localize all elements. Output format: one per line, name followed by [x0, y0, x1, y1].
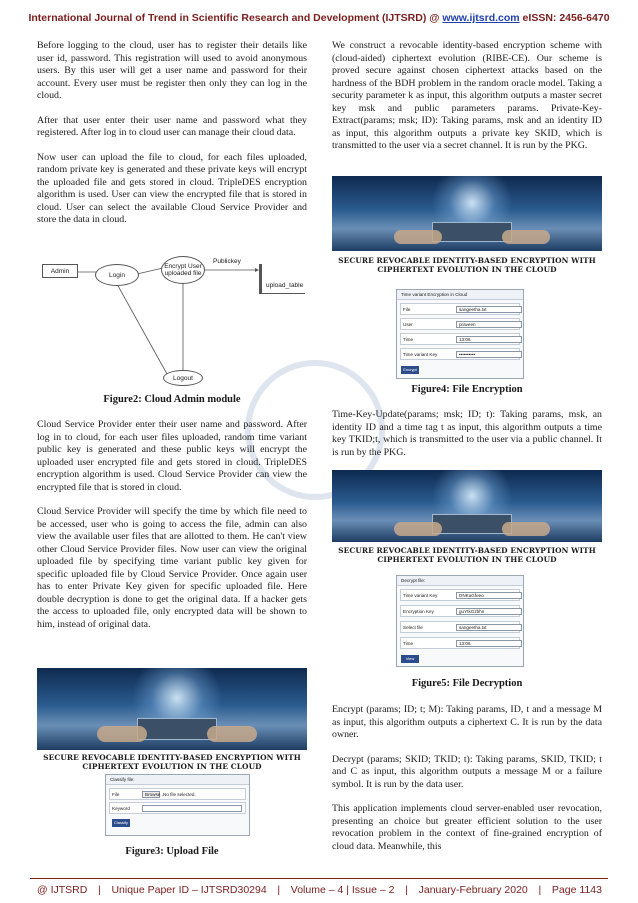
flow-logout: Logout — [163, 370, 203, 386]
hand-shape — [97, 726, 147, 742]
form-title: Time variant Encryption in Cloud — [397, 290, 523, 300]
paragraph: Cloud Service Provider will specify the time by which file need to be accessed, user who is going to access the file, admin can also view the available user files that are allotted to them. He can't view other Cloud Service Provider files. Now user can view the original uploaded file by specifying time variant public key given for specific uploaded file by Cloud Service Provider. Once again user has to enter Private Key given for specific uploaded file. Here double decryption is done to get the original data. If a hacker gets the access to uploaded file, only encrypted data will be shown to him, instead of original data. — [37, 506, 307, 630]
paragraph: Decrypt (params; SKID; TKID; t): Taking params, SKID, TKID; t and C as input, this algorithm outputs a message M or a failure symbol. It is run by the data user. — [332, 753, 602, 790]
left-column — [37, 40, 307, 239]
journal-header — [0, 12, 638, 24]
footer-date: January-February 2020 — [418, 884, 528, 896]
footer-paper-id: Unique Paper ID – IJTSRD30294 — [111, 884, 267, 896]
file-select[interactable]: sangeetha.txt — [456, 624, 522, 631]
footer-separator: | — [277, 884, 281, 896]
paragraph: After that user enter their user name and password what they registered. After log in to cloud user can manage their cloud data. — [37, 114, 307, 138]
figure4-banner-image — [332, 176, 602, 251]
footer-separator: | — [538, 884, 542, 896]
no-file-text: No file selected. — [163, 792, 196, 797]
paragraph: Time-Key-Update(params; msk; ID; t): Taking params, msk, an identity ID and a time tag t as input, this algorithm outputs a time key TKID;t, which is transmitted to the user via a public channel. It is run by the PKG. — [332, 409, 602, 458]
paragraph: Before logging to the cloud, user has to register their details like user id, password. This registration will used to avoid anonymous users. By this user will get a user name and password for their account. Every user must be register then only they can log in the cloud. — [37, 40, 307, 101]
view-button[interactable]: View — [401, 655, 419, 663]
file-decryption-form — [396, 575, 524, 667]
select-row — [400, 621, 520, 633]
flow-upload-table: upload_table — [259, 264, 305, 294]
time-input[interactable]: 13:06 — [456, 640, 522, 647]
keyword-input[interactable] — [142, 805, 242, 812]
footer-rule — [30, 878, 608, 879]
figure2-caption: Figure2: Cloud Admin module — [103, 394, 241, 405]
enc-input[interactable]: guYtkGzbhn — [456, 608, 522, 615]
header-text: International Journal of Trend in Scientific Research and Development (IJTSRD) @ — [28, 12, 443, 24]
time-label: Time — [403, 337, 414, 342]
user-label: User — [403, 322, 413, 327]
right-column-lower — [332, 704, 602, 865]
file-encryption-form — [396, 289, 524, 379]
tvk-input[interactable]: DNKaGfeeo — [456, 592, 522, 599]
hand-shape — [394, 230, 442, 244]
header-issn: eISSN: 2456-6470 — [519, 12, 610, 24]
figure3-banner-image — [37, 668, 307, 750]
right-column-mid — [332, 409, 602, 471]
page-footer — [37, 884, 602, 896]
figure4-banner-title: SECURE REVOCABLE IDENTITY-BASED ENCRYPTION WITH CIPHERTEXT EVOLUTION IN THE CLOUD — [338, 256, 596, 274]
file-select[interactable]: sangeetha.txt — [456, 306, 522, 313]
footer-page: Page 1143 — [551, 884, 602, 896]
encrypt-button[interactable]: Encrypt — [401, 366, 419, 374]
hand-shape — [502, 522, 550, 536]
key-row — [400, 348, 520, 360]
file-row — [109, 788, 246, 800]
keyword-row — [109, 802, 246, 814]
enc-label: Encryption Key — [403, 609, 434, 614]
figure3-caption: Figure3: Upload File — [125, 846, 219, 857]
paragraph: Cloud Service Provider enter their user name and password. After log in to cloud, for each user files uploaded, random time variant public key is generated and these public keys will encrypt the uploaded user encrypted file and gets stored in cloud. TripleDES encryption algorithm is used. Cloud Service Provider can view the encrypted file that is stored in cloud. — [37, 419, 307, 493]
tvk-label: Time variant Key — [403, 593, 438, 598]
form-title: Decrypt file: — [397, 576, 523, 586]
flow-admin: Admin — [42, 264, 78, 278]
user-select[interactable]: praveen — [456, 321, 522, 328]
tablet-shape — [432, 514, 512, 534]
left-column-lower — [37, 419, 307, 643]
time-label: Time — [403, 641, 414, 646]
classify-button[interactable]: Classify — [113, 820, 128, 825]
time-input[interactable]: 13:06 — [456, 336, 522, 343]
keyword-label: Keyword — [112, 806, 130, 811]
hand-shape — [207, 726, 257, 742]
tablet-shape — [432, 222, 512, 242]
upload-file-form — [105, 774, 250, 836]
paragraph: We construct a revocable identity-based encryption scheme with (cloud-aided) ciphertext evolution (RIBE-CE). Our scheme is proved secure against chosen ciphertext attacks based on the hardness of the BDH problem in the random oracle model. Taking a security parameter k as input, this algorithm outputs a master secret key msk and public parameters params. Private-Key-Extract(params; msk; ID): Taking params, msk and an identity ID as input, this algorithm outputs a private key SKID, which is transmitted to the user via a secret channel. It is run by the PKG. — [332, 40, 602, 151]
hand-shape — [394, 522, 442, 536]
cloud-admin-flow-diagram — [37, 252, 307, 392]
paragraph: Encrypt (params; ID; t; M): Taking params, ID, t and a message M as input, this algorithm outputs a ciphertext C. It is run by the data owner. — [332, 704, 602, 740]
footer-separator: | — [98, 884, 101, 896]
paragraph: Now user can upload the file to cloud, for each files uploaded, random private key is generated and these private keys will encrypt the uploaded file and gets stored in cloud. TripleDES encryption algorithm is used. User can view the encrypted file that is stored in cloud. User can select the available Cloud Service Provider and store the data in cloud. — [37, 151, 307, 225]
file-label: File — [403, 307, 411, 312]
select-label: Select file — [403, 625, 423, 630]
journal-link[interactable]: www.ijtsrd.com — [442, 12, 520, 24]
tablet-shape — [137, 718, 217, 740]
figure5-banner-image — [332, 470, 602, 542]
file-row — [400, 303, 520, 315]
user-row — [400, 318, 520, 330]
paragraph: This application implements cloud server-enabled user revocation, presenting an choice but greater efficient solution to the user revocation problem in the context of fine-grained encryption of cloud data. Meanwhile, this — [332, 803, 602, 852]
right-column — [332, 40, 602, 165]
time-row — [400, 637, 520, 649]
figure4-caption: Figure4: File Encryption — [411, 384, 523, 395]
enc-row — [400, 605, 520, 617]
hand-shape — [502, 230, 550, 244]
footer-separator: | — [405, 884, 408, 896]
tvk-row — [400, 589, 520, 601]
figure5-caption: Figure5: File Decryption — [411, 678, 523, 689]
time-row — [400, 333, 520, 345]
file-label: File — [112, 792, 120, 797]
figure5-banner-title: SECURE REVOCABLE IDENTITY-BASED ENCRYPTION WITH CIPHERTEXT EVOLUTION IN THE CLOUD — [338, 546, 596, 564]
form-title: Classify file: — [106, 775, 249, 785]
footer-journal: @ IJTSRD — [37, 884, 88, 896]
flow-encrypt: Encrypt User uploaded file — [161, 256, 205, 284]
figure3-banner-title: SECURE REVOCABLE IDENTITY-BASED ENCRYPTION WITH CIPHERTEXT EVOLUTION IN THE CLOUD — [43, 753, 301, 771]
key-input[interactable]: •••••••••• — [456, 351, 522, 358]
key-label: Time variant Key — [403, 352, 438, 357]
browse-button[interactable]: Browse... — [142, 791, 160, 798]
footer-volume: Volume – 4 | Issue – 2 — [290, 884, 395, 896]
flow-login: Login — [95, 264, 139, 286]
flow-publickey: Publickey — [213, 258, 241, 265]
